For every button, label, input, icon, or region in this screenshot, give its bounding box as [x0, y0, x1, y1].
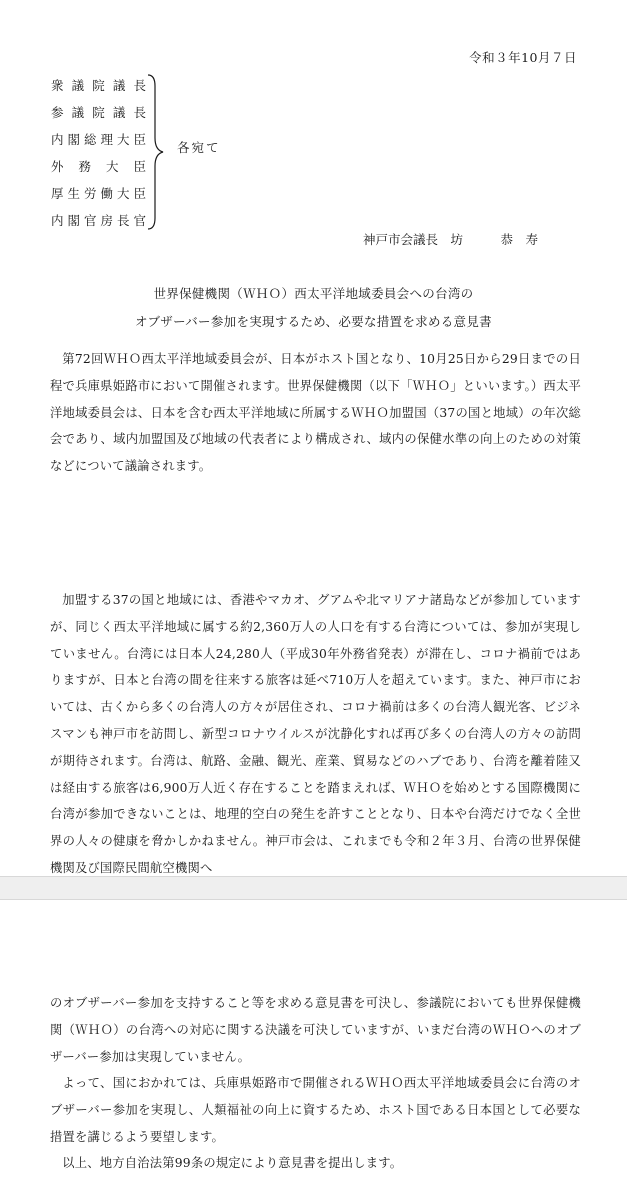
body-paragraph-3: よって、国におかれては、兵庫県姫路市で開催されるＷＨＯ西太平洋地域委員会に台湾のオブザーバー参加を実現し、人類福祉の向上に資するため、ホスト国である日本国として必要な措置を講じるよう要望します。 — [50, 1076, 581, 1144]
body-paragraph-1: 第72回ＷＨＯ西太平洋地域委員会が、日本がホスト国となり、10月25日から29日までの日程で兵庫県姫路市において開催されます。世界保健機関（以下「ＷＨＯ」といいます。）西太平洋地域委員会は、日本を含む西太平洋地域に所属するＷＨＯ加盟国（37の国と地域）の年次総会であり、域内加盟国及び地域の代表者により構成され、域内の保健水準の向上のための対策などについて議論されます。 — [50, 352, 581, 474]
document-date: 令和３年10月７日 — [469, 50, 577, 65]
body-paragraph-2: 加盟する37の国と地域には、香港やマカオ、グアムや北マリアナ諸島などが参加していますが、同じく西太平洋地域に属する約2,360万人の人口を有する台湾については、参加が実現していません。台湾には日本人24,280人（平成30年外務省発表）が滞在し、コロナ禍前ではありますが、日本と台湾の間を往来する旅客は延べ710万人を超えています。また、神戸市においては、古くから多くの台湾人の方々が居住され、コロナ禍前は多くの台湾人観光客、ビジネスマンも神戸市を訪問し、新型コロナウイルスが沈静化すれば再び多くの台湾人の方々の訪問が期待されます。台湾は、航路、金融、観光、産業、貿易などのハブであり、台湾を離着陸又は経由する旅客は6,900万人近く存在することを踏まえれば、ＷＨＯを始めとする国際機関に台湾が参加できないことは、地理的空白の発生を許すこととなり、日本や台湾だけでなく全世界の人々の健康を脅かしかねません。神戸市会は、これまでも令和２年３月、台湾の世界保健機関及び国際民間航空機関へ — [50, 593, 581, 875]
addressee-item: 厚生労働大臣 — [51, 186, 146, 201]
page-separator — [0, 876, 627, 900]
addressee-item: 内閣官房長官 — [51, 213, 146, 228]
title-line-2: オブザーバー参加を実現するため、必要な措置を求める意見書 — [135, 314, 492, 329]
addressee-item: 外務大臣 — [51, 159, 146, 174]
document-title — [0, 280, 627, 336]
addressee-item: 参議院議長 — [51, 105, 146, 120]
addressee-suffix: 各宛て — [177, 140, 221, 155]
sender-name: 神戸市会議長 坊 恭 寿 — [363, 232, 539, 247]
addressee-brace — [146, 72, 166, 232]
addressee-list — [51, 72, 146, 234]
addressee-item: 内閣総理大臣 — [51, 132, 146, 147]
title-line-1: 世界保健機関（ＷＨＯ）西太平洋地域委員会への台湾の — [153, 286, 474, 301]
body-paragraph-4: 以上、地方自治法第99条の規定により意見書を提出します。 — [62, 1156, 403, 1170]
body-paragraph-2-continued: のオブザーバー参加を支持すること等を求める意見書を可決し、参議院においても世界保健機関（ＷＨＯ）の台湾への対応に関する決議を可決していますが、いまだ台湾のＷＨＯへのオブザーバー参加は実現していません。 — [50, 996, 581, 1064]
addressee-item: 衆議院議長 — [51, 78, 146, 93]
